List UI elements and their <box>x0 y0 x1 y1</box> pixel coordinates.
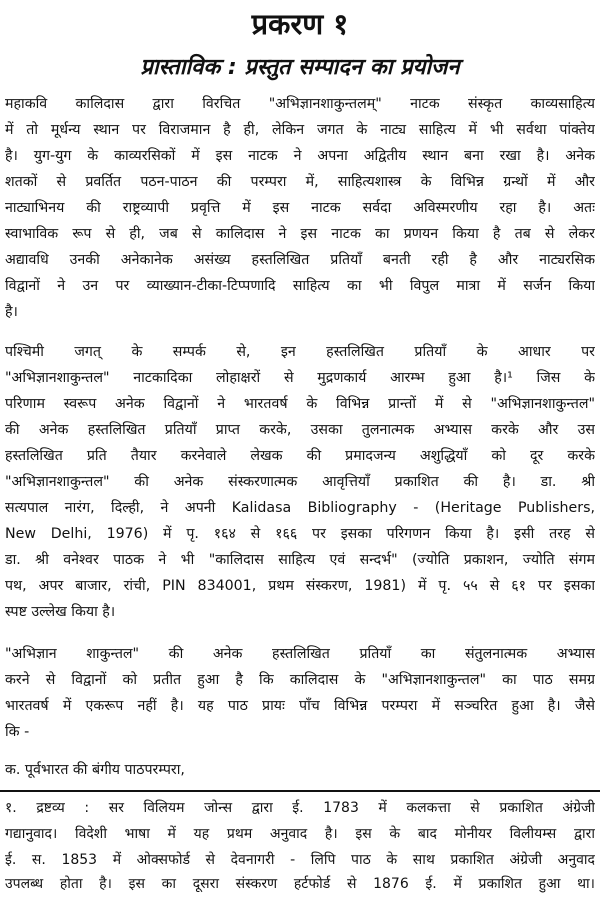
footnote-line: उपलब्ध होता है। इस का दूसरा संस्करण हर्टफोर्ड से 1876 ई. में प्रकाशित हुआ था। <box>5 876 595 892</box>
text-line: स्वाभाविक रूप से ही, जब से कालिदास ने इस नाटक का प्रणयन किया है तब से लेकर <box>5 226 595 242</box>
text-line: "अभिज्ञानशाकुन्तल" नाटकादिका लोहाक्षरों से मुद्रणकार्य आरम्भ हुआ है।¹ जिस के <box>5 370 595 386</box>
text-line: "अभिज्ञानशाकुन्तल" की अनेक संस्करणात्मक आवृत्तियाँ प्रकाशित की है। डा. श्री <box>5 474 595 490</box>
text-line: करने से विद्वानों को प्रतीत हुआ है कि कालिदास के "अभिज्ञानशाकुन्तल" का पाठ समग्र <box>5 672 595 688</box>
text-line: की अनेक हस्तलिखित प्रतियाँ प्राप्त करके, उसका तुलनात्मक अभ्यास करके और उस <box>5 422 595 438</box>
text-line: महाकवि कालिदास द्वारा विरचित "अभिज्ञानशाकुन्तलम्" नाटक संस्कृत काव्यसाहित्य <box>5 96 595 112</box>
text-line: सत्यपाल नारंग, दिल्ही, ने अपनी Kalidasa Bibliography - (Heritage Publishers, <box>5 500 595 516</box>
footnote-line: गद्यानुवाद। विदेशी भाषा में यह प्रथम अनुवाद है। इस के बाद मोनीयर विलीयम्स द्वारा <box>5 826 595 842</box>
text-line: स्पष्ट उल्लेख किया है। <box>5 604 116 620</box>
text-line: है। <box>5 304 18 320</box>
text-line: भारतवर्ष में एकरूप नहीं है। यह पाठ प्रायः पाँच विभिन्न परम्परा में सञ्चरित हुआ है। जैसे <box>5 698 595 714</box>
text-line: पथ, अपर बाजार, रांची, PIN 834001, प्रथम संस्करण, 1981) में पृ. ५५ से ६१ पर इसका <box>5 578 595 594</box>
text-line: विद्वानों ने उन पर व्याख्यान-टीका-टिप्पणादि साहित्य का भी विपुल मात्रा में सर्जन किया <box>5 278 595 294</box>
text-line: New Delhi, 1976) में पृ. १६४ से १६६ पर इसका परिगणन किया है। इसी तरह से <box>5 526 595 542</box>
text-line: है। युग-युग के काव्यरसिकों में इस नाटक ने अपना अद्वितीय स्थान बना रखा है। अनेक <box>5 148 595 164</box>
text-line: नाट्याभिनय की राष्ट्रव्यापी प्रवृत्ति में इस नाटक सर्वदा अविस्मरणीय रहा है। अतः <box>5 200 595 216</box>
text-line: परिणाम स्वरूप अनेक विद्वानों ने भारतवर्ष के विभिन्न प्रान्तों में से "अभिज्ञानशाकुन्तल" <box>5 396 595 412</box>
footnote-divider <box>0 790 600 792</box>
text-line: हस्तलिखित प्रति तैयार करनेवाले लेखक की प्रमादजन्य अशुद्धियाँ को दूर करके <box>5 448 595 464</box>
footnote-line: १. द्रष्टव्य : सर विलियम जोन्स द्वारा ई. 1783 में कलकत्ता से प्रकाशित अंग्रेजी <box>5 800 595 816</box>
chapter-title: प्रकरण १ <box>251 7 349 41</box>
text-line: में तो मूर्धन्य स्थान पर विराजमान है ही, लेकिन जगत के नाट्य साहित्य में भी सर्वथा पांक्तेय <box>5 122 595 138</box>
text-line: कि - <box>5 724 30 740</box>
chapter-subtitle: प्रास्ताविक : प्रस्तुत सम्पादन का प्रयोजन <box>140 55 460 80</box>
text-line: "अभिज्ञान शाकुन्तल" की अनेक हस्तलिखित प्रतियाँ का संतुलनात्मक अभ्यास <box>5 646 595 662</box>
text-line: पश्चिमी जगत् के सम्पर्क से, इन हस्तलिखित प्रतियाँ के आधार पर <box>5 344 595 360</box>
list-item-ka: क. पूर्वभारत की बंगीय पाठपरम्परा, <box>5 762 185 778</box>
text-line: शतकों से प्रवर्तित पठन-पाठन की परम्परा में, साहित्यशास्त्र के विभिन्न ग्रन्थों में और <box>5 174 595 190</box>
text-line: अद्यावधि उनकी अनेकानेक असंख्य हस्तलिखित प्रतियाँ बनती रही है और नाट्यरसिक <box>5 252 595 268</box>
footnote-line: ई. स. 1853 में ओक्सफोर्ड से देवनागरी - लिपि पाठ के साथ प्रकाशित अंग्रेजी अनुवाद <box>5 852 595 868</box>
text-line: डा. श्री वनेश्वर पाठक ने भी "कालिदास साहित्य एवं सन्दर्भ" (ज्योति प्रकाशन, ज्योति संगम <box>5 552 595 568</box>
